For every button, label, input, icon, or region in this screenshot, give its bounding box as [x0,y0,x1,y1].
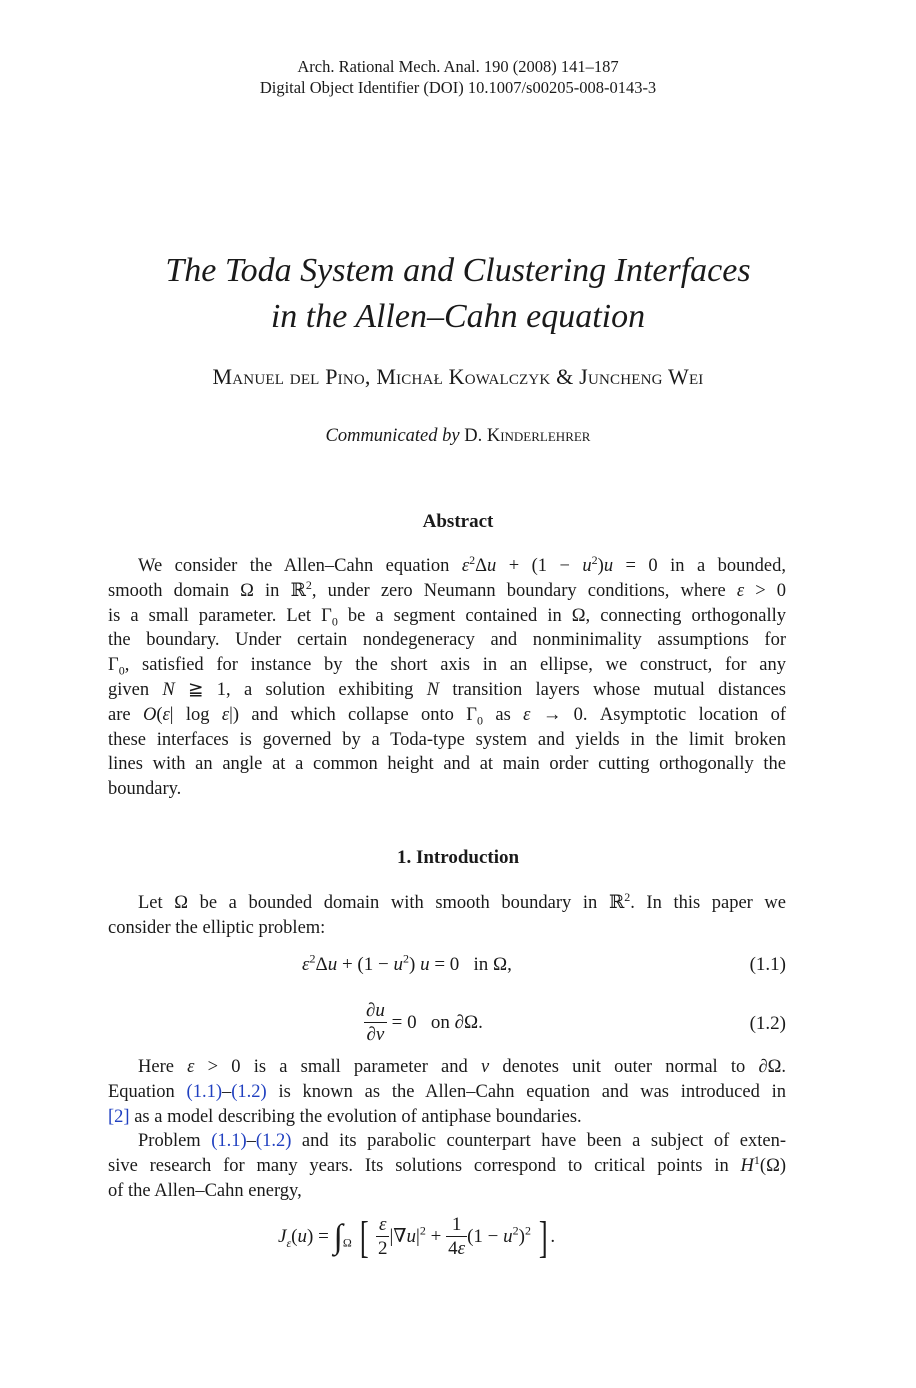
communicated-by [0,426,916,447]
equation-1-1: $\varepsilon^2\Delta u + (1 - u^2) u = 0$ in Ω, (1.1) [302,951,786,975]
doi-line: Digital Object Identifier (DOI) 10.1007/s00205-008-0143-3 [259,78,657,97]
abstract-heading: Abstract [422,511,494,532]
equation-1-2: $\frac{\partial u}{\partial\nu}$ = 0 on ∂Ω. (1.2) [366,1000,786,1045]
communicated-prefix: Communicated by [325,426,460,446]
introduction-heading: 1. Introduction [396,847,520,868]
title-line-1: The Toda System and Clustering Interfaces [165,252,751,289]
intro-paragraph-2: Here ε > 0 is a small parameter and ν denotes unit outer normal to ∂Ω. Equation (1.1)–(1.2) is known as the Allen–Cahn equation and was introduced in [2] as a model describing the evolution of antiphase boundaries. Problem (1.1)–(1.2) and its parabolic counterpart have been a subject of exten- sive research for many years. Its solutions correspond to critical points in $H^1(\Omega)$ of the Allen–Cahn energy, [108,1057,786,1201]
equation-number-1-2: (1.2) [749,1013,786,1034]
equation-number-1-1: (1.1) [749,954,786,975]
journal-citation: Arch. Rational Mech. Anal. 190 (2008) 141–187 [297,57,619,76]
author-list: Manuel del Pino, Michał Kowalczyk & Juncheng Wei [212,364,704,389]
journal-header [0,56,916,98]
intro-paragraph-1: Let Ω be a bounded domain with smooth boundary in ℝ$^2$. In this paper we consider the elliptic problem: [108,889,787,938]
abstract-text: We consider the Allen–Cahn equation $\varepsilon^2\Delta u + (1 - u^2)u = 0$ in a bounded, smooth domain Ω in ℝ$^2$, under zero Neumann boundary conditions, where ε > 0 is a small parameter. Let $\Gamma_0$ be a segment contained in Ω, connecting orthogonally the boundary. Under certain nondegeneracy and nonminimality assumptions for $\Gamma_0$, satisfied for instance by the short axis in an ellipse, we construct, for any given N ≧ 1, a solution exhibiting N transition layers whose mutual distances are O(ε| log ε|) and which collapse onto $\Gamma_0$ as ε → 0. Asymptotic location of these interfaces is governed by a Toda-type system and yields in the limit broken lines with an angle at a common height and at main order cutting orthogonally the boundary. [108,552,787,800]
paper-title [0,248,916,340]
title-line-2: in the Allen–Cahn equation [270,298,646,335]
allen-cahn-energy: $J_\varepsilon(u) = \int_\Omega$ [ $\frac{\varepsilon}{2}$ $|\nabla u|^2$ + $\frac{1}{4\varepsilon}$ $(1 - u^2)^2$ ] . [278,1213,556,1262]
communicating-editor: D. Kinderlehrer [464,426,591,446]
